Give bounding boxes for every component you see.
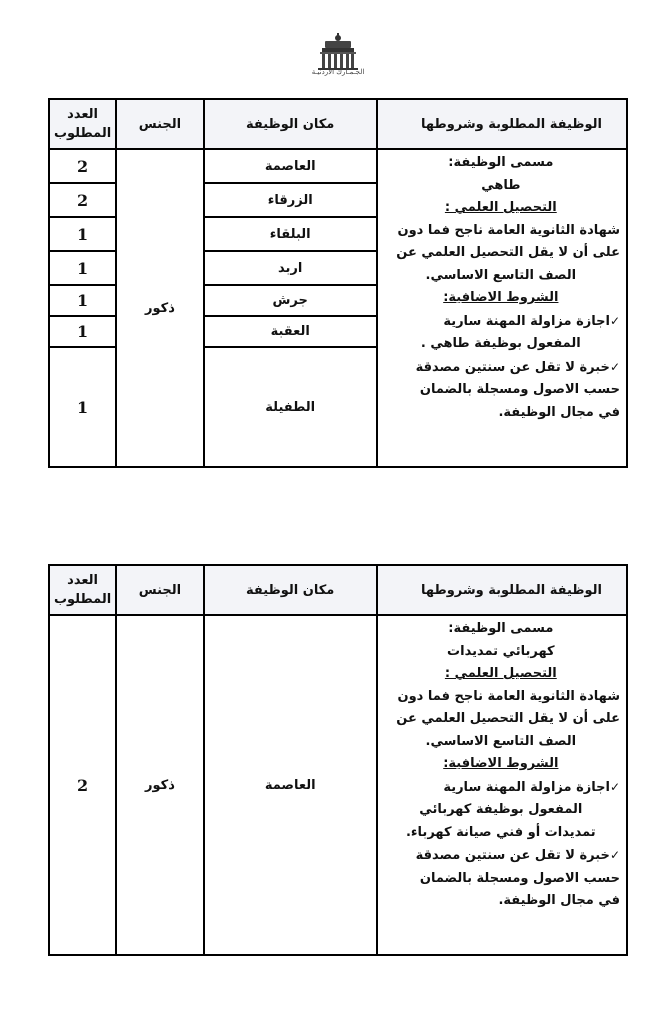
required-count: 2: [49, 149, 116, 183]
job-title: طاهي: [481, 177, 521, 193]
col-header-place: مكان الوظيفة: [204, 99, 377, 149]
col-header-gender: الجنس: [116, 565, 204, 615]
job-location: جرش: [204, 285, 377, 316]
checkmark-icon: ✓: [609, 848, 620, 862]
logo-caption: الجـمـارك الأردنيـة: [311, 68, 365, 76]
col-header-count: العدد المطلوب: [49, 565, 116, 615]
table-header-row: [49, 565, 627, 615]
job-location: البلقاء: [204, 217, 377, 251]
gender: ذكور: [116, 149, 204, 467]
required-count: 1: [49, 285, 116, 316]
job-location: الطفيلة: [204, 347, 377, 467]
table-header-row: [49, 99, 627, 149]
required-count: 1: [49, 217, 116, 251]
required-count: 2: [49, 615, 116, 955]
job-title: كهربائي تمديدات: [447, 643, 555, 659]
job-location: الزرقاء: [204, 183, 377, 217]
required-count: 2: [49, 183, 116, 217]
checkmark-icon: ✓: [609, 779, 620, 794]
job-location: العقبة: [204, 316, 377, 347]
job-description-electrician: مسمى الوظيفة: كهربائي تمديدات التحصيل العلمي : شهادة الثانوية العامة ناجح فما دون على أن لا يقل التحصيل العلمي عن الصف التاسع الاساسي. الشروط الاضافية: ✓اجازة مزاولة المهنة سارية المفعول بوظيفة كهربائي تمديدات أو فني صيانة كهرباء. ✓خبرة لا تقل عن سنتين مصدقة حسب الاصول ومسجلة بالضمان في مجال الوظيفة.: [377, 615, 627, 955]
job-description-cook: مسمى الوظيفة: طاهي التحصيل العلمي : شهادة الثانوية العامة ناجح فما دون على أن لا يقل التحصيل العلمي عن الصف التاسع الاساسي. الشروط الاضافية: ✓اجازة مزاولة المهنة سارية المفعول بوظيفة طاهي . ✓خبرة لا تقل عن سنتين مصدقة حسب الاصول ومسجلة بالضمان في مجال الوظيفة.: [377, 149, 627, 467]
job-table-cook: [48, 98, 628, 468]
job-table-electrician: [48, 564, 628, 956]
table-row: [49, 149, 627, 183]
required-count: 1: [49, 347, 116, 467]
required-count: 1: [49, 316, 116, 347]
checkmark-icon: ✓: [609, 313, 620, 328]
table-row: [49, 615, 627, 955]
job-location: العاصمة: [204, 615, 377, 955]
col-header-count: العدد المطلوب: [49, 99, 116, 149]
job-location: العاصمة: [204, 149, 377, 183]
col-header-place: مكان الوظيفة: [204, 565, 377, 615]
checkmark-icon: ✓: [609, 359, 620, 374]
col-header-job: الوظيفة المطلوبة وشروطها: [377, 99, 627, 149]
required-count: 1: [49, 251, 116, 285]
job-location: اربد: [204, 251, 377, 285]
col-header-gender: الجنس: [116, 99, 204, 149]
gender: ذكور: [116, 615, 204, 955]
col-header-job: الوظيفة المطلوبة وشروطها: [377, 565, 627, 615]
